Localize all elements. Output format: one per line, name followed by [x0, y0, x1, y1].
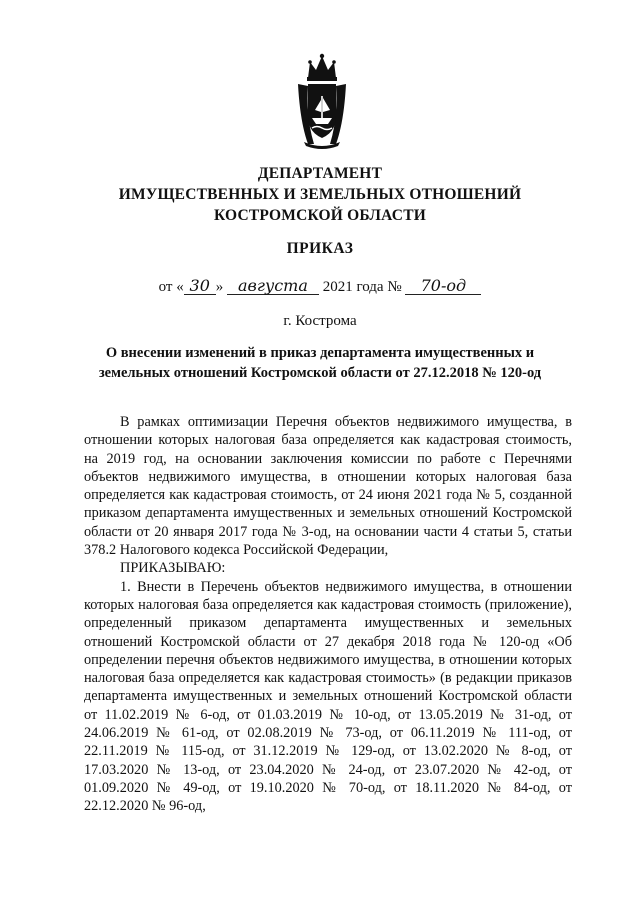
- kostroma-coat-of-arms-icon: [294, 52, 350, 152]
- date-quote-close: »: [215, 279, 224, 295]
- handwritten-day: 30: [184, 278, 216, 295]
- date-prefix: от «: [158, 279, 184, 295]
- subject-line-2: земельных отношений Костромской области от 27.12.2018 № 120-од: [98, 365, 542, 381]
- handwritten-order-number: 70-од: [405, 278, 481, 295]
- order-body: [84, 413, 572, 816]
- decree-word: ПРИКАЗЫВАЮ:: [120, 560, 226, 577]
- department-header: [0, 163, 640, 226]
- preamble-paragraph: В рамках оптимизации Перечня объектов недвижимого имущества, в отношении которых налоговая база определяется как кадастровая стоимость, на 2019 год, на основании заключения комиссии по работе с Перечнями объектов недвижимого имущества, в отношении которых налоговая база определяется как кадастровая стоимость, от 24 июня 2021 года № 5, созданной приказом департамента имущественных и земельных отношений Костромской области от 20 января 2017 года № 3-од, на основании части 4 статьи 5, статьи 378.2 Налогового кодекса Российской Федерации,: [84, 414, 572, 559]
- handwritten-month: августа: [227, 278, 319, 295]
- dept-line-3: КОСТРОМСКОЙ ОБЛАСТИ: [213, 207, 426, 224]
- order-subject: [0, 343, 640, 383]
- order-date-line: [0, 276, 640, 298]
- clause-1-paragraph: 1. Внести в Перечень объектов недвижимого имущества, в отношении которых налоговая база определяется как кадастровая стоимость (приложение), определенный приказом департамента имущественных и земельных отношений Костромской области от 27 декабря 2018 года № 120-од «Об определении перечня объектов недвижимого имущества, в отношении которых налоговая база определяется как кадастровая стоимость» (в редакции приказов департамента имущественных и земельных отношений Костромской области от 11.02.2019 № 6-од, от 01.03.2019 № 10-од, от 13.05.2019 № 31-од, от 24.06.2019 № 61-од, от 02.08.2019 № 73-од, от 06.11.2019 № 111-од, от 22.11.2019 № 115-од, от 31.12.2019 № 129-од, от 13.02.2020 № 8-од, от 17.03.2020 № 13-од, от 23.04.2020 № 24-од, от 23.07.2020 № 42-од, от 01.09.2020 № 49-од, от 19.10.2020 № 70-од, от 18.11.2020 № 84-од, от 22.12.2020 № 96-од,: [84, 578, 572, 815]
- year-text: 2021 года №: [322, 279, 402, 295]
- dept-line-1: ДЕПАРТАМЕНТ: [257, 165, 383, 182]
- order-title: ПРИКАЗ: [286, 240, 354, 257]
- subject-line-1: О внесении изменений в приказ департамента имущественных и: [105, 345, 535, 361]
- dept-line-2: ИМУЩЕСТВЕННЫХ И ЗЕМЕЛЬНЫХ ОТНОШЕНИЙ: [118, 186, 522, 203]
- city: г. Кострома: [283, 313, 357, 329]
